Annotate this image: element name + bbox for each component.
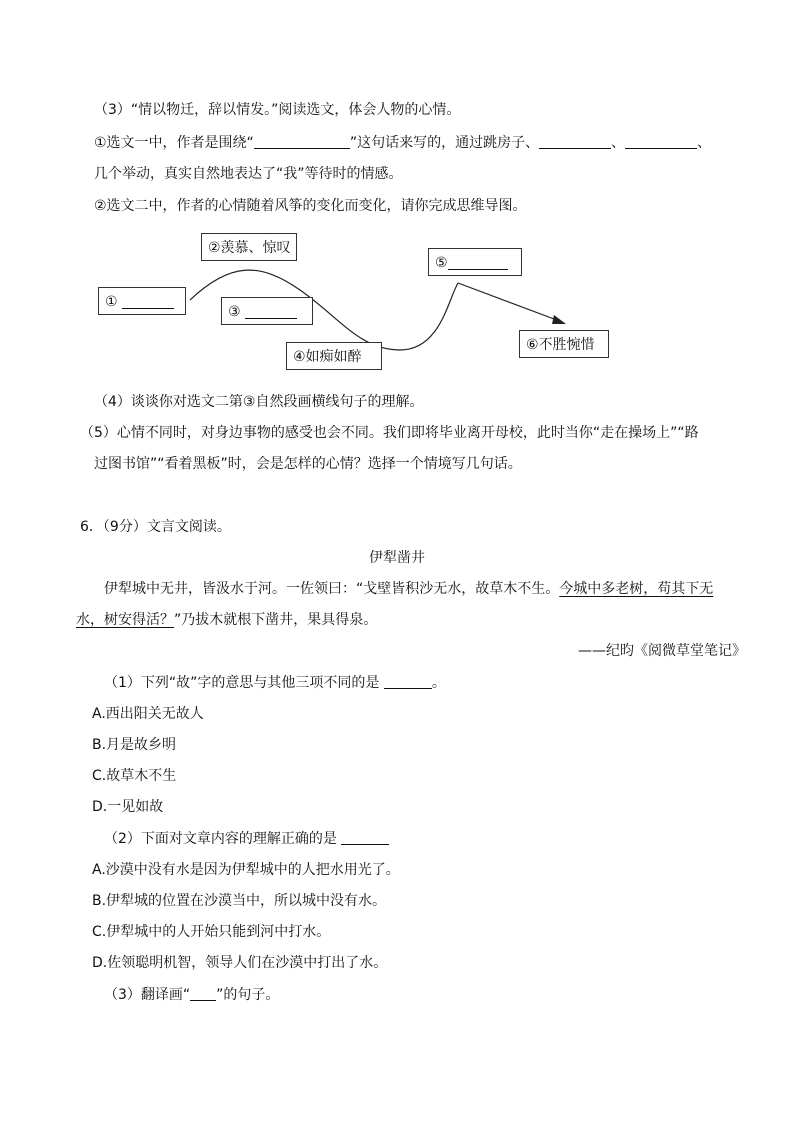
passage-title: 伊犁凿井	[369, 550, 425, 566]
q4: （4）谈谈你对选文二第③自然段画横线句子的理解。	[94, 394, 424, 410]
q6-sub1-stem	[104, 673, 446, 693]
underlined-sentence: 水，树安得活？	[76, 612, 174, 628]
answer-blank[interactable]	[341, 830, 389, 845]
q3-item1-text-a: ①选文一中，作者是围绕“	[94, 135, 254, 151]
option-c: C.伊犁城中的人开始只能到河中打水。	[92, 924, 331, 940]
answer-blank[interactable]	[539, 134, 611, 149]
q3-item2: ②选文二中，作者的心情随着风筝的变化而变化，请你完成思维导图。	[94, 198, 527, 214]
answer-blank[interactable]	[254, 134, 350, 149]
mindmap-node-4: ④如痴如醉	[286, 342, 382, 370]
passage-line-2	[76, 610, 377, 630]
underlined-sentence: 今城中多老树，苟其下无	[559, 581, 714, 597]
q6-header: 6．（9分）文言文阅读。	[80, 519, 231, 535]
node-label: ③	[228, 304, 241, 320]
option-d: D.一见如故	[92, 799, 164, 815]
passage-source: ——纪昀《阅微草堂笔记》	[578, 643, 746, 659]
mindmap-node-3	[221, 297, 313, 325]
option-c: C.故草木不生	[92, 768, 177, 784]
node-label: ①	[105, 294, 118, 310]
mindmap-node-6: ⑥不胜惋惜	[519, 330, 609, 358]
answer-blank[interactable]	[625, 134, 697, 149]
passage-text: ”乃拔木就根下凿井，果具得泉。	[174, 612, 378, 628]
stem-text: ”的句子。	[216, 987, 280, 1003]
q3-stem: （3）“情以物迁，辞以情发。”阅读选文，体会人物的心情。	[94, 102, 461, 118]
mindmap-node-2: ②羡慕、惊叹	[201, 233, 297, 261]
q5-line2: 过图书馆”“看着黑板”时，会是怎样的心情？选择一个情境写几句话。	[94, 456, 522, 472]
q3-item1	[94, 133, 711, 153]
answer-blank[interactable]	[122, 294, 174, 309]
mindmap-node-1	[98, 287, 186, 315]
q5-line1: （5）心情不同时，对身边事物的感受也会不同。我们即将毕业离开母校，此时当你“走在操场上”“路	[80, 425, 699, 441]
passage-text: 伊犁城中无井，皆汲水于河。一佐领曰：“戈壁皆积沙无水，故草木不生。	[104, 581, 560, 597]
stem-text: （1）下列“故”字的意思与其他三项不同的是	[104, 675, 380, 691]
q6-sub3-stem	[104, 985, 279, 1005]
option-d: D.佐领聪明机智，领导人们在沙漠中打出了水。	[92, 955, 388, 971]
stem-text: （3）翻译画“	[104, 987, 191, 1003]
answer-blank[interactable]	[384, 674, 432, 689]
option-a: A.西出阳关无故人	[92, 706, 204, 722]
mindmap-node-5	[428, 248, 522, 276]
option-b: B.月是故乡明	[92, 737, 177, 753]
stem-text: （2）下面对文章内容的理解正确的是	[104, 831, 337, 847]
q3-item1-text-b: ”这句话来写的，通过跳房子、	[349, 135, 540, 151]
q3-item1-line2: 几个举动，真实自然地表达了“我”等待时的情感。	[94, 166, 403, 182]
arrow-line	[458, 283, 562, 322]
passage-line-1	[104, 579, 713, 599]
option-a: A.沙漠中没有水是因为伊犁城中的人把水用光了。	[92, 862, 400, 878]
underline-sample	[190, 986, 216, 1001]
stem-end: 。	[431, 675, 446, 691]
q3-item1-sep: 、	[611, 135, 626, 151]
q3-item1-end: 、	[697, 135, 712, 151]
node-label: ⑤	[435, 255, 448, 271]
answer-blank[interactable]	[448, 255, 508, 270]
option-b: B.伊犁城的位置在沙漠当中，所以城中没有水。	[92, 893, 387, 909]
answer-blank[interactable]	[245, 304, 297, 319]
arrow-head-icon	[552, 315, 566, 324]
q6-sub2-stem	[104, 829, 389, 849]
